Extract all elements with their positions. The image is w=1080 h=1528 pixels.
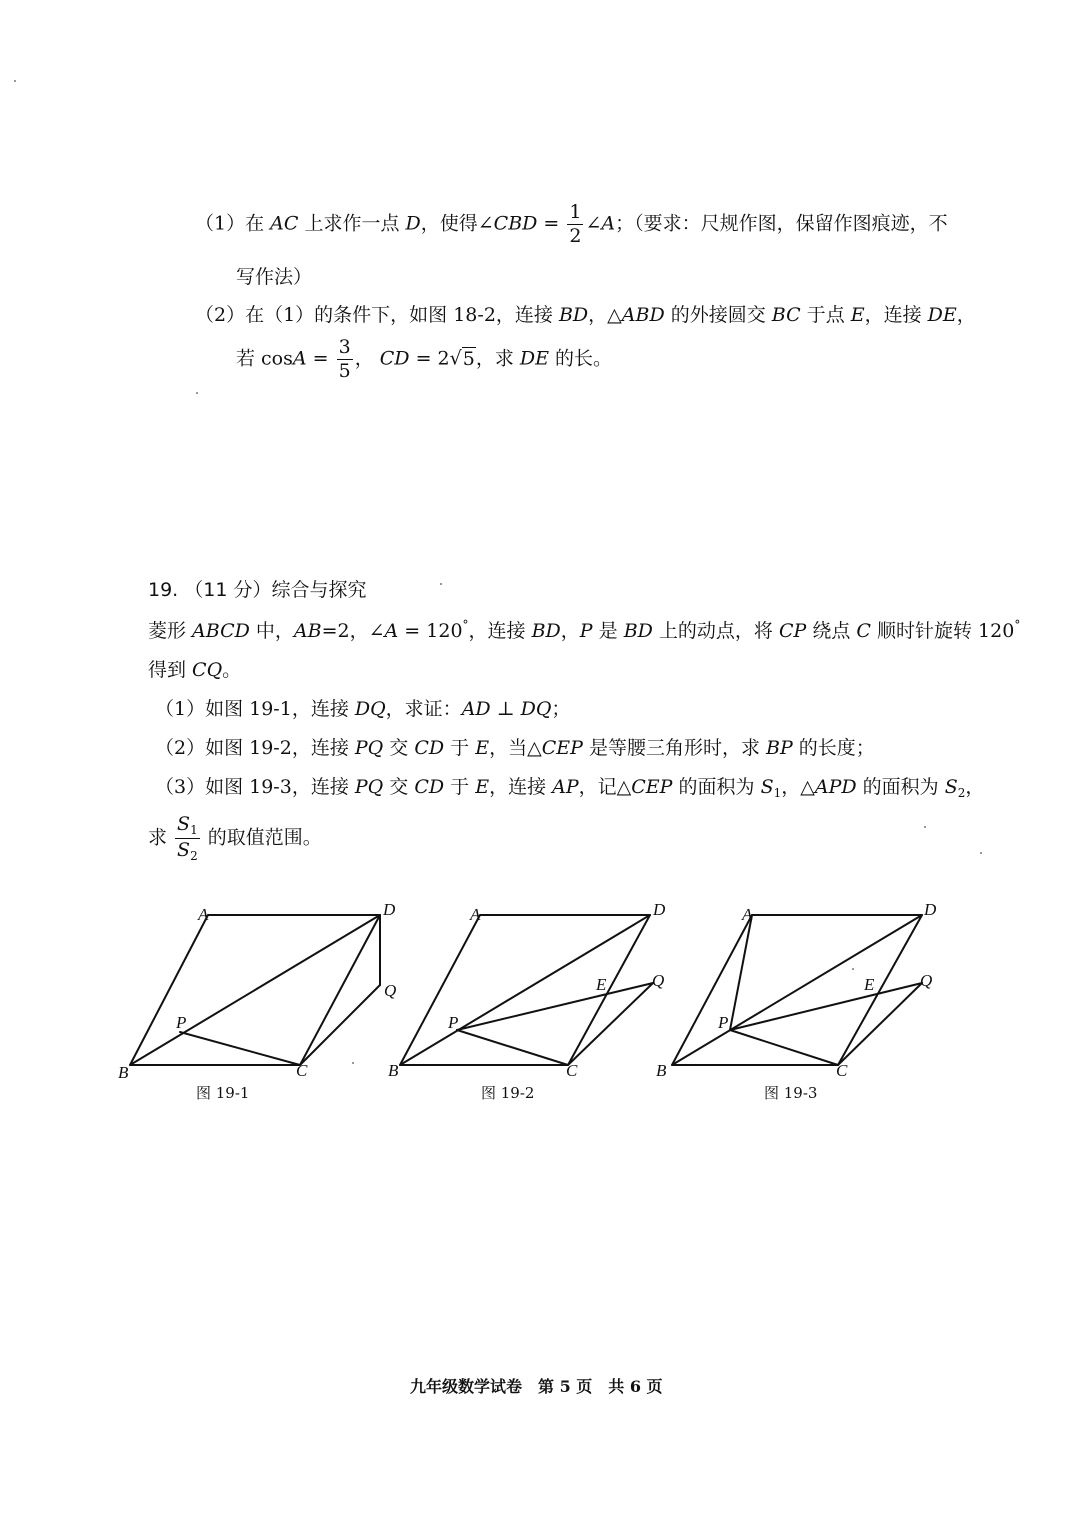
fig3-label-p: P bbox=[718, 1013, 729, 1032]
q19-stem-line2: 得到 CQ。 bbox=[148, 659, 242, 681]
fig3-label-c: C bbox=[836, 1061, 848, 1080]
fig2-label-d: D bbox=[653, 900, 666, 919]
fig3-label-q: Q bbox=[920, 971, 933, 990]
page-footer: 九年级数学试卷 第 5 页 共 6 页 bbox=[410, 1377, 663, 1396]
scan-speck bbox=[924, 826, 926, 828]
figure-19-3-caption: 图 19-3 bbox=[764, 1084, 818, 1102]
fig1-label-a: A bbox=[198, 905, 209, 924]
fig3-diagonal-bd bbox=[672, 915, 922, 1065]
fig1-label-c: C bbox=[296, 1061, 308, 1080]
scan-speck bbox=[440, 583, 442, 585]
q18-part1-line2: 写作法） bbox=[236, 266, 313, 288]
q18-part1-line1: （1）在 AC 上求作一点 D，使得∠CBD = $\frac{1}{2}$ ∠A；（要求：尺规作图，保留作图痕迹，不 bbox=[195, 201, 948, 247]
fig2-label-e: E bbox=[596, 975, 607, 994]
fig1-segment-cq bbox=[300, 985, 380, 1065]
scan-speck bbox=[14, 80, 16, 82]
q19-part2: （2）如图 19-2，连接 PQ 交 CD 于 E，当△CEP 是等腰三角形时，求 BP 的长度； bbox=[155, 737, 875, 759]
q19-stem-line1: 菱形 ABCD 中，AB=2，∠A = 120°，连接 BD，P 是 BD 上的动点，将 CP 绕点 C 顺时针旋转 120° bbox=[148, 618, 1021, 642]
fig1-label-q: Q bbox=[384, 981, 397, 1000]
fig2-segment-pc bbox=[457, 1030, 568, 1065]
figure-19-2-lines bbox=[400, 915, 653, 1065]
fig3-label-b: B bbox=[656, 1061, 667, 1080]
fig1-label-p: P bbox=[176, 1013, 187, 1032]
fig2-label-b: B bbox=[388, 1061, 399, 1080]
fig1-segment-pc bbox=[180, 1032, 300, 1065]
fraction-one-half: $\frac{1}{2}$ bbox=[569, 201, 582, 247]
sqrt-sign: √ bbox=[449, 347, 462, 370]
q19-title: 19. （11 分）综合与探究 bbox=[148, 579, 367, 601]
fig1-diagonal-bd bbox=[130, 915, 380, 1065]
fig3-segment-ap bbox=[730, 915, 752, 1030]
scan-speck bbox=[196, 392, 198, 394]
figure-19-1-lines bbox=[130, 915, 380, 1065]
q18-part2-line2: 若 cosA = $\frac{3}{5}$ ， CD = 2√5，求 DE 的长。 bbox=[236, 336, 613, 382]
fig2-label-p: P bbox=[448, 1013, 459, 1032]
scan-speck bbox=[980, 852, 982, 854]
q19-part1: （1）如图 19-1，连接 DQ，求证：AD ⊥ DQ； bbox=[155, 698, 571, 720]
fig2-segment-pq bbox=[457, 983, 653, 1030]
figure-19-1-caption: 图 19-1 bbox=[196, 1084, 250, 1102]
figure-19-3-lines bbox=[672, 915, 922, 1065]
fraction-s1-over-s2: $\frac{S_1}{S_2}$ bbox=[177, 813, 198, 863]
fig3-label-d: D bbox=[924, 900, 937, 919]
q18-part2-line1: （2）在（1）的条件下，如图 18-2，连接 BD，△ABD 的外接圆交 BC 于点 E，连接 DE， bbox=[195, 304, 976, 326]
scan-speck bbox=[352, 1062, 354, 1064]
fig2-diagonal-bd bbox=[400, 915, 650, 1065]
fig1-label-b: B bbox=[118, 1063, 129, 1082]
fraction-three-fifths: $\frac{3}{5}$ bbox=[338, 336, 351, 382]
fig3-segment-pc bbox=[730, 1030, 838, 1065]
fig2-label-a: A bbox=[470, 905, 481, 924]
fig3-segment-cq bbox=[838, 983, 922, 1065]
q19-part3-line2: 求 $\frac{S_1}{S_2}$ 的取值范围。 bbox=[148, 813, 322, 863]
figure-19-2-caption: 图 19-2 bbox=[481, 1084, 535, 1102]
scan-speck bbox=[852, 968, 854, 970]
fig3-segment-pq bbox=[730, 983, 922, 1030]
fig2-label-q: Q bbox=[652, 971, 665, 990]
fig3-label-a: A bbox=[742, 905, 753, 924]
fig1-label-d: D bbox=[383, 900, 396, 919]
fig3-label-e: E bbox=[864, 975, 875, 994]
fig2-segment-cq bbox=[568, 983, 653, 1065]
q19-part3-line1: （3）如图 19-3，连接 PQ 交 CD 于 E，连接 AP，记△CEP 的面积为 $S_1$，△APD 的面积为 $S_2$， bbox=[155, 776, 985, 800]
fig2-label-c: C bbox=[566, 1061, 578, 1080]
